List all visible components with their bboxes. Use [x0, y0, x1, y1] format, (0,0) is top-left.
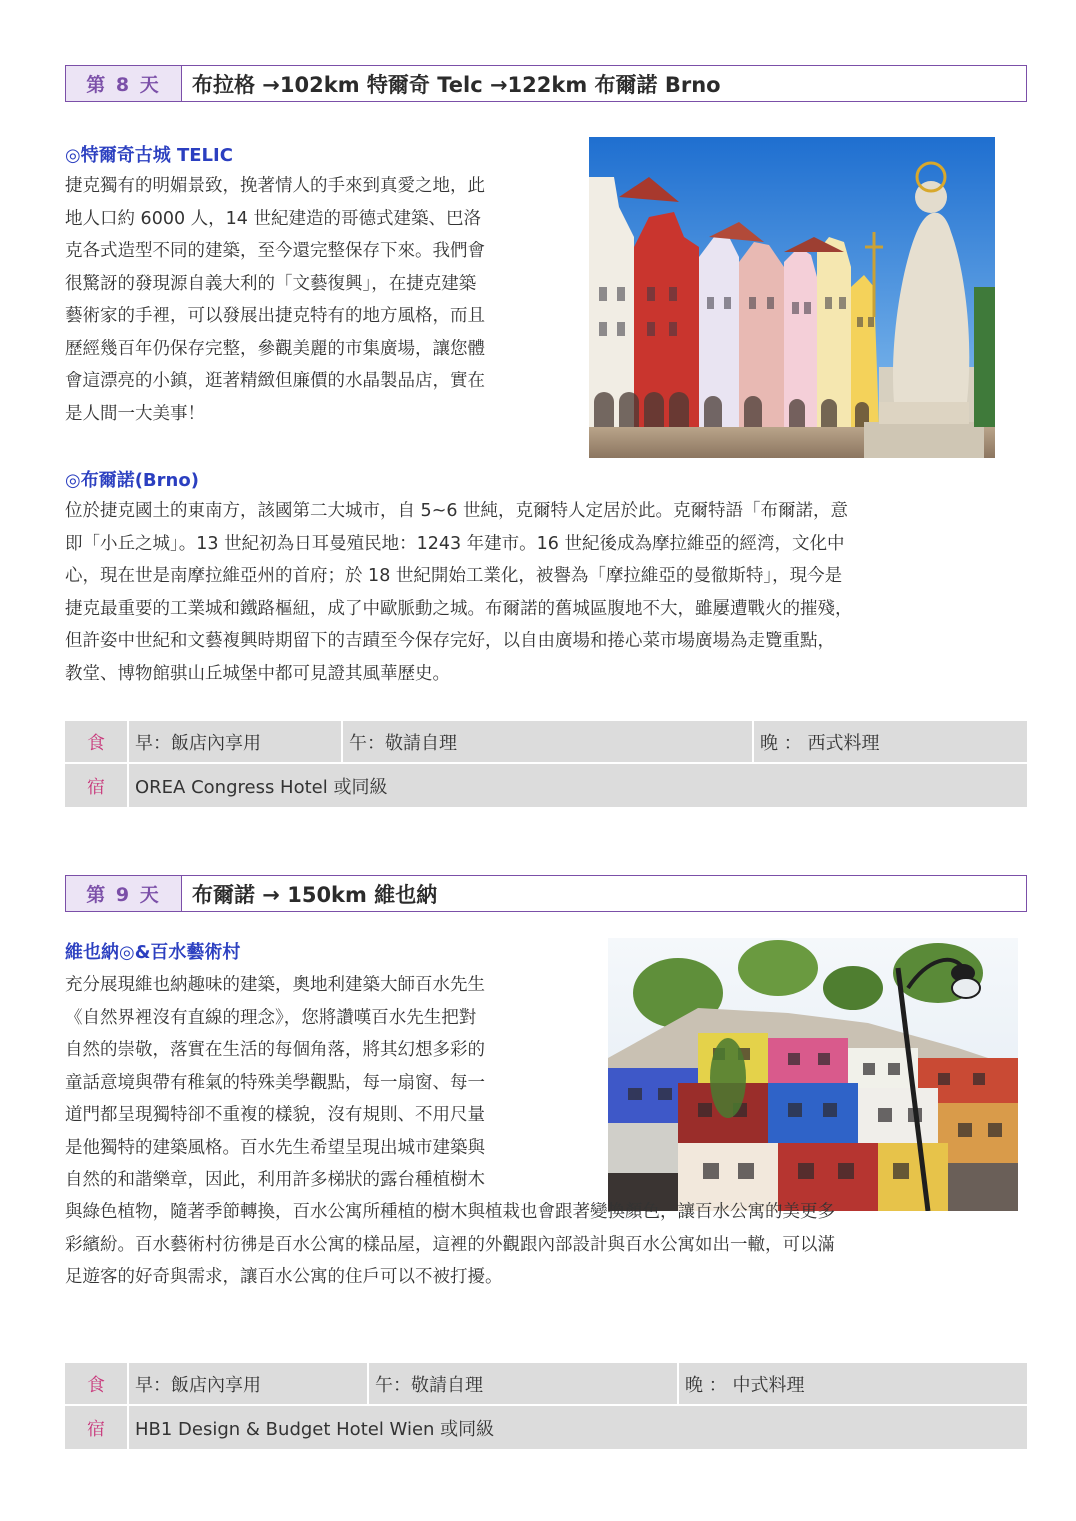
- lunch-cell: 午：敬請自理: [369, 1363, 679, 1404]
- day9-header: [65, 875, 1027, 912]
- hundertwasser-photo: [608, 938, 1018, 1211]
- text-line: 捷克最重要的工業城和鐵路樞紐，成了中歐脈動之城。布爾諾的舊城區腹地不大，雖屢遭戰火的摧殘，: [65, 598, 853, 619]
- telc-photo: [589, 137, 995, 458]
- hotel-cell: OREA Congress Hotel 或同級: [135, 776, 388, 798]
- vienna-title: 維也納◎&百水藝術村: [65, 942, 241, 963]
- lunch-cell: 午：敬請自理: [343, 721, 754, 762]
- text-line: 藝術家的手裡，可以發展出捷克特有的地方風格，而且: [65, 306, 485, 326]
- day8-header: [65, 65, 1027, 102]
- text-line: 道門都呈現獨特卻不重複的樣貌，沒有規則、不用尺量: [65, 1105, 485, 1125]
- text-line: 地人口約 6000 人，14 世紀建造的哥德式建築、巴洛: [65, 208, 481, 229]
- text-line: 但許姿中世紀和文藝複興時期留下的吉蹟至今保存完好，以自由廣場和捲心菜市場廣場為走覽重點，: [65, 631, 835, 651]
- dinner-cell: 晚 ： 西式料理: [760, 732, 880, 754]
- meal-key-stay: 宿: [65, 1406, 129, 1449]
- text-line: 歷經幾百年仍保存完整，參觀美麗的市集廣場，讓您體: [65, 338, 485, 359]
- day8-meal-table: [65, 721, 1027, 807]
- telc-paragraph: [65, 170, 575, 430]
- text-line: 教堂、博物館骐山丘城堡中都可見證其風華歷史。: [65, 663, 450, 684]
- vienna-paragraph-narrow: [65, 969, 595, 1197]
- text-line: 心，現在世是南摩拉維亞州的首府；於 18 世紀開始工業化，被譽為「摩拉維亞的曼徹斯特」，現今是: [65, 566, 843, 586]
- day9-route: 布爾諾 → 150km 維也納: [192, 882, 438, 907]
- breakfast-cell: 早：飯店內享用: [129, 1363, 369, 1404]
- telc-title: ◎特爾奇古城 TELIC: [65, 145, 233, 166]
- day8-label: 第 8 天: [66, 66, 182, 101]
- text-line: 位於捷克國土的東南方，該國第二大城市，自 5~6 世純，克爾特人定居於此。克爾特語「布爾諾，意: [65, 501, 849, 521]
- text-line: 是人間一大美事！: [65, 403, 205, 424]
- text-line: 自然的崇敬，落實在生活的每個角落，將其幻想多彩的: [65, 1040, 485, 1060]
- text-line: 足遊客的好奇與需求，讓百水公寓的住戶可以不被打擾。: [65, 1267, 503, 1287]
- text-line: 即「小丘之城」。13 世紀初為日耳曼殖民地：1243 年建市。16 世紀後成為摩拉維亞的經湾，文化中: [65, 533, 845, 554]
- text-line: 自然的和諧樂章，因此，利用許多梯狀的露台種植樹木: [65, 1170, 485, 1190]
- text-line: 童話意境與帶有稚氣的特殊美學觀點，每一扇窗、每一: [65, 1072, 485, 1093]
- text-line: 是他獨特的建築風格。百水先生希望呈現出城市建築與: [65, 1137, 485, 1158]
- meal-key-stay: 宿: [65, 764, 129, 807]
- brno-paragraph: [65, 495, 1030, 690]
- text-line: 捷克獨有的明媚景致，挽著情人的手來到真愛之地，此: [65, 176, 485, 196]
- text-line: 《自然界裡沒有直線的理念》，您將讚嘆百水先生把對: [65, 1007, 477, 1028]
- stay-row: [65, 764, 1027, 807]
- breakfast-cell: 早：飯店內享用: [129, 721, 343, 762]
- day9-meal-table: [65, 1363, 1027, 1449]
- text-line: 充分展現維也納趣味的建築，奧地利建築大師百水先生: [65, 975, 485, 995]
- day9-label: 第 9 天: [66, 876, 182, 911]
- meal-key-food: 食: [65, 1363, 129, 1404]
- day8-route: 布拉格 →102km 特爾奇 Telc →122km 布爾諾 Brno: [192, 72, 721, 97]
- text-line: 彩繽紛。百水藝術村彷彿是百水公寓的樣品屋，這裡的外觀跟內部設計與百水公寓如出一轍，可以滿: [65, 1234, 835, 1255]
- stay-row: [65, 1406, 1027, 1449]
- hotel-cell: HB1 Design & Budget Hotel Wien 或同級: [135, 1418, 495, 1440]
- brno-title: ◎布爾諾(Brno): [65, 470, 199, 491]
- text-line: 克各式造型不同的建築，至今還完整保存下來。我們會: [65, 241, 485, 261]
- meal-row: [65, 721, 1027, 764]
- meal-row: [65, 1363, 1027, 1406]
- text-line: 與綠色植物，隨著季節轉換，百水公寓所種植的樹木與植栽也會跟著變換顏色，讓百水公寓的美更多: [65, 1202, 835, 1222]
- vienna-paragraph-wide: [65, 1196, 1030, 1294]
- text-line: 會這漂亮的小鎮，逛著精緻但廉價的水晶製品店，實在: [65, 371, 485, 391]
- meal-key-food: 食: [65, 721, 129, 762]
- dinner-cell: 晚 ： 中式料理: [685, 1374, 805, 1396]
- text-line: 很驚訝的發現源自義大利的「文藝復興」，在捷克建築: [65, 273, 477, 294]
